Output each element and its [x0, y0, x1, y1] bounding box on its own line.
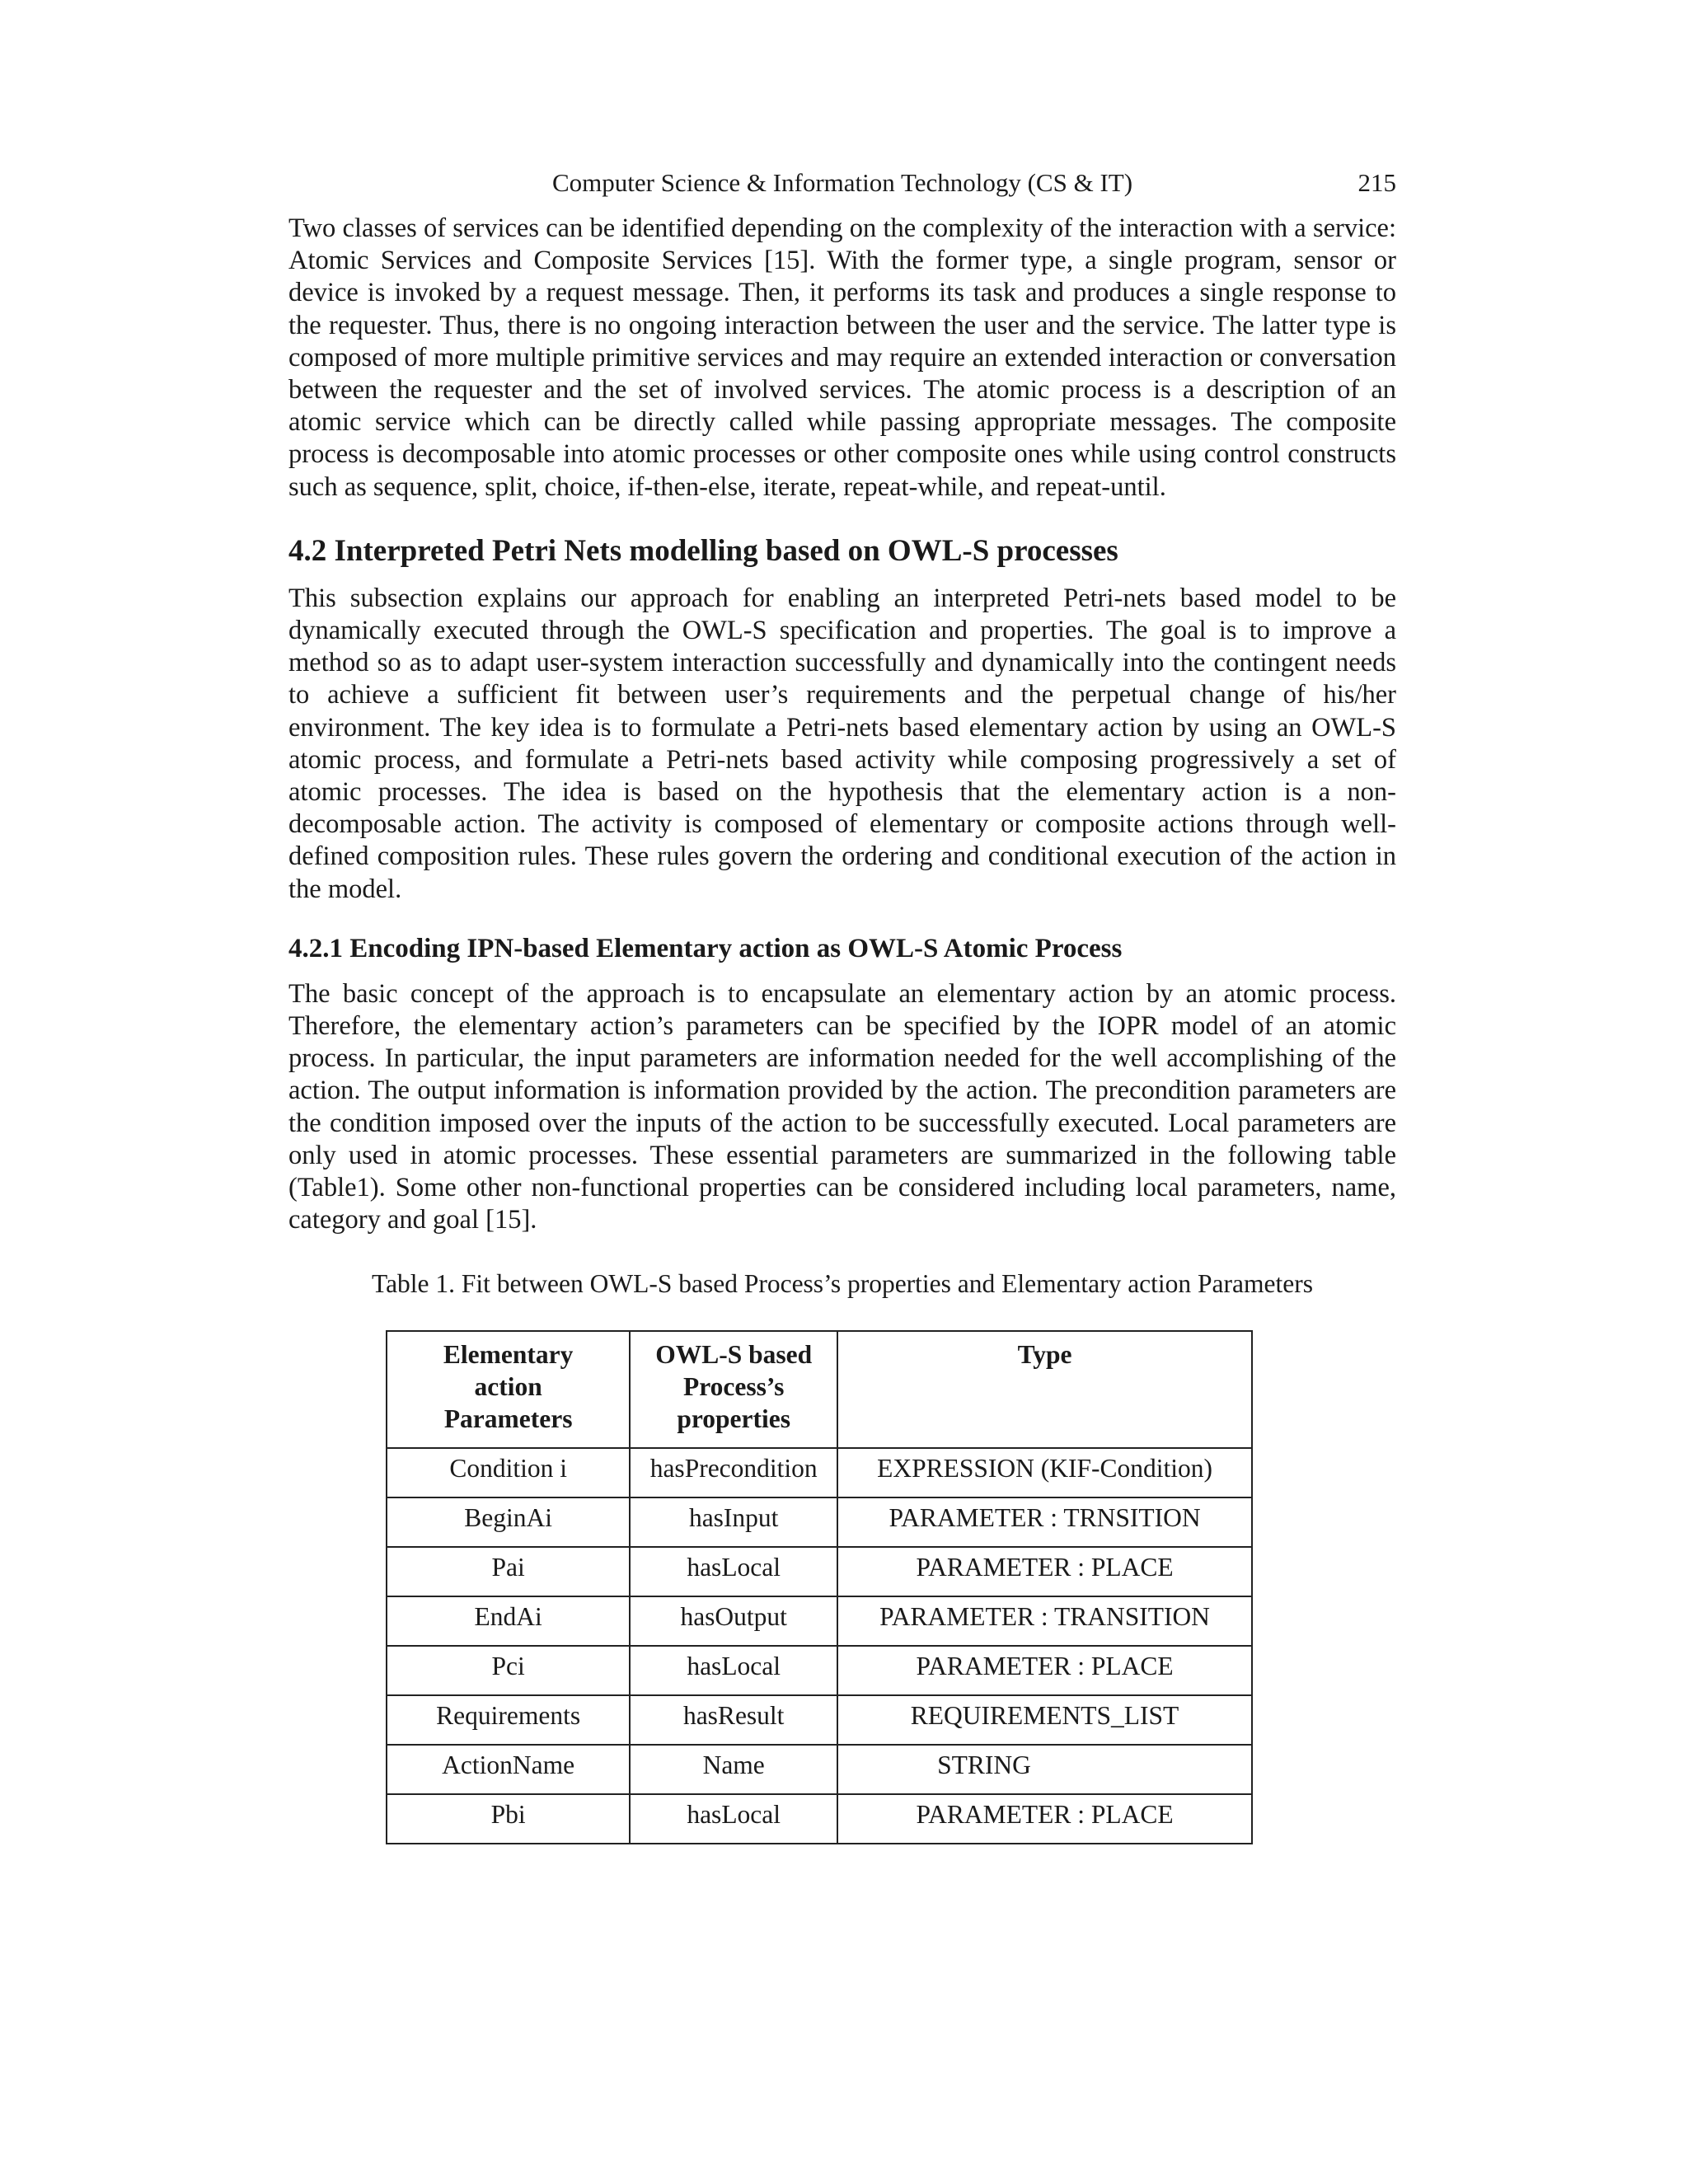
cell-property: hasResult — [630, 1695, 837, 1745]
cell-property: hasOutput — [630, 1596, 837, 1646]
header-type — [837, 1331, 1252, 1448]
table-row — [387, 1745, 1252, 1794]
page-number: 215 — [1357, 168, 1396, 197]
table-row — [387, 1596, 1252, 1646]
subsection-heading-4-2-1: 4.2.1 Encoding IPN-based Elementary action as OWL-S Atomic Process — [288, 933, 1123, 963]
header-line: Type — [1017, 1340, 1072, 1370]
cell-type: PARAMETER : PLACE — [837, 1794, 1252, 1844]
header-elementary-action-parameters — [387, 1331, 630, 1448]
cell-parameter: BeginAi — [387, 1497, 630, 1547]
header-line: action — [474, 1372, 542, 1402]
paragraph-section-4-2: This subsection explains our approach for enabling an interpreted Petri-nets based model to be dynamically executed through the OWL-S specification and properties. The goal is to improve a method so as to adapt user-system interaction successfully and dynamically into the contingent needs to achieve a sufficient fit between user’s requirements and the perpetual change of his/her environment. The key idea is to formulate a Petri-nets based elementary action by using an OWL-S atomic process, and formulate a Petri-nets based activity while composing progressively a set of atomic processes. The idea is based on the hypothesis that the elementary action is a non-decomposable action. The activity is composed of elementary or composite actions through well-defined composition rules. These rules govern the ordering and conditional execution of the action in the model. — [288, 583, 1396, 904]
cell-property: Name — [630, 1745, 837, 1794]
header-line: OWL-S based — [655, 1340, 813, 1370]
cell-type: PARAMETER : PLACE — [837, 1547, 1252, 1596]
cell-parameter: EndAi — [387, 1596, 630, 1646]
table-row — [387, 1547, 1252, 1596]
table-row — [387, 1448, 1252, 1497]
cell-property: hasLocal — [630, 1794, 837, 1844]
header-line: properties — [677, 1404, 791, 1434]
cell-type: PARAMETER : TRANSITION — [837, 1596, 1252, 1646]
page-content — [288, 165, 1396, 1844]
table-header-row — [387, 1331, 1252, 1448]
cell-parameter: Pbi — [387, 1794, 630, 1844]
header-line: Parameters — [443, 1404, 573, 1434]
header-line: Elementary — [443, 1340, 574, 1370]
paragraph-section-4-2-1: The basic concept of the approach is to encapsulate an elementary action by an atomic process. Therefore, the elementary action’s parameters can be specified by the IOPR model of an atomic process. In particular, the input parameters are information needed for the well accomplishing of the action. The output information is information provided by the action. The precondition parameters are the condition imposed over the inputs of the action to be successfully executed. Local parameters are only used in atomic processes. These essential parameters are summarized in the following table (Table1). Some other non-functional properties can be considered including local parameters, name, category and goal [15]. — [288, 978, 1396, 1235]
cell-property: hasLocal — [630, 1646, 837, 1695]
table-row — [387, 1794, 1252, 1844]
table-row — [387, 1497, 1252, 1547]
cell-property: hasInput — [630, 1497, 837, 1547]
paragraph-services-intro: Two classes of services can be identified depending on the complexity of the interaction with a service: Atomic Services and Composite Services [15]. With the former type, a single program, sensor or device is invoked by a request message. Then, it performs its task and produces a single response to the requester. Thus, there is no ongoing interaction between the user and the service. The latter type is composed of more multiple primitive services and may require an extended interaction or conversation between the requester and the set of involved services. The atomic process is a description of an atomic service which can be directly called while passing appropriate messages. The composite process is decomposable into atomic processes or other composite ones while using control constructs such as sequence, split, choice, if-then-else, iterate, repeat-while, and repeat-until. — [288, 213, 1396, 502]
header-owls-process-properties — [630, 1331, 837, 1448]
cell-parameter: Requirements — [387, 1695, 630, 1745]
cell-property: hasLocal — [630, 1547, 837, 1596]
header-line: Process’s — [682, 1372, 785, 1402]
cell-type: PARAMETER : PLACE — [837, 1646, 1252, 1695]
parameters-table — [386, 1330, 1253, 1844]
cell-type: STRING — [837, 1745, 1252, 1794]
table-row — [387, 1646, 1252, 1695]
cell-parameter: Pci — [387, 1646, 630, 1695]
cell-parameter: Pai — [387, 1547, 630, 1596]
cell-parameter: Condition i — [387, 1448, 630, 1497]
table-row — [387, 1695, 1252, 1745]
cell-type: EXPRESSION (KIF-Condition) — [837, 1448, 1252, 1497]
table-caption: Table 1. Fit between OWL-S based Process’s properties and Elementary action Parameters — [372, 1269, 1313, 1299]
running-header — [288, 165, 1396, 201]
section-heading-4-2: 4.2 Interpreted Petri Nets modelling based on OWL-S processes — [288, 533, 1118, 568]
cell-property: hasPrecondition — [630, 1448, 837, 1497]
journal-title: Computer Science & Information Technology (CS & IT) — [551, 168, 1133, 197]
cell-type: REQUIREMENTS_LIST — [837, 1695, 1252, 1745]
cell-parameter: ActionName — [387, 1745, 630, 1794]
cell-type: PARAMETER : TRNSITION — [837, 1497, 1252, 1547]
